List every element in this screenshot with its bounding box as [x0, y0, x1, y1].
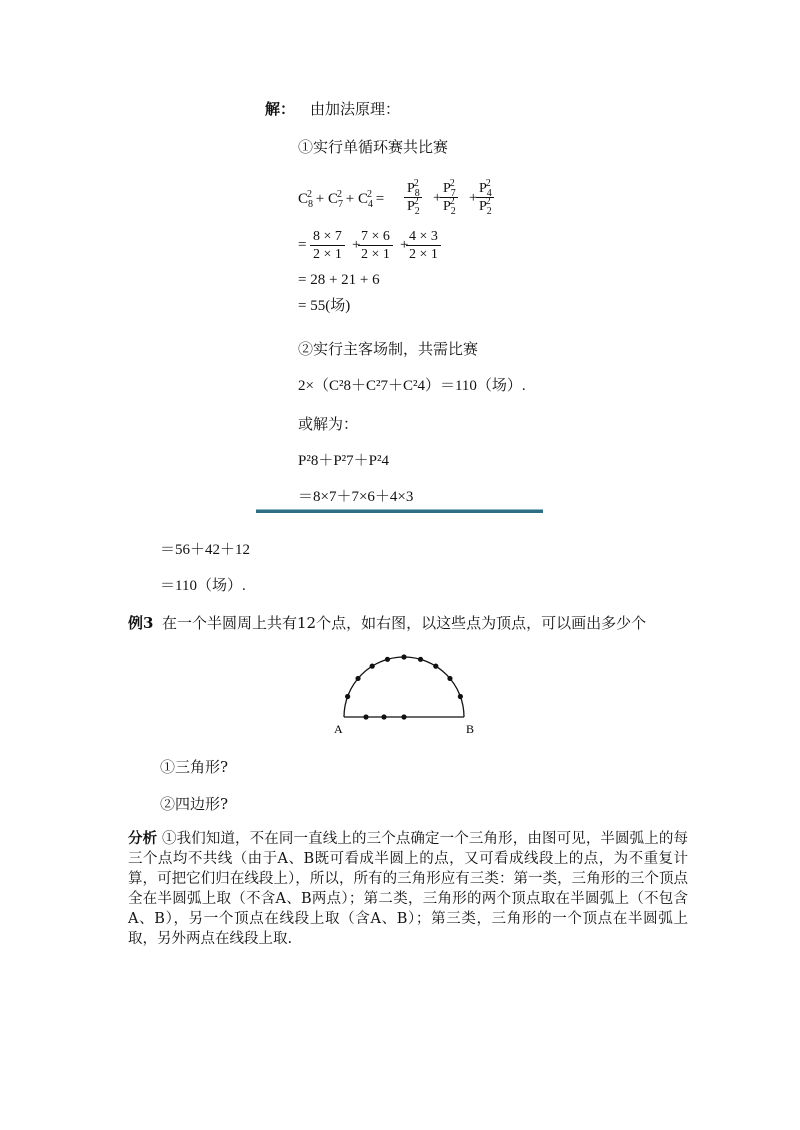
- arc-point: [401, 654, 406, 659]
- analysis-paragraph: [128, 829, 688, 949]
- example3-text: 在一个半圆周上共有12个点，如右图，以这些点为顶点，可以画出多少个: [162, 614, 647, 632]
- equals-sign: =: [298, 237, 307, 253]
- line-result: = 55(场): [298, 298, 351, 314]
- combination-sum: $C_8^2 + C_7^2 + C_4^2$ =: [298, 189, 385, 210]
- alt-label: 或解为：: [298, 415, 359, 433]
- solution-intro: 由加法原理：: [310, 100, 401, 118]
- part2-expression: 2×（C²8＋C²7＋C²4）＝110（场）.: [298, 378, 526, 394]
- arc-point: [345, 694, 350, 699]
- part2-title: ②实行主客场制，共需比赛: [298, 340, 479, 358]
- segment-point: [401, 714, 406, 719]
- semicircle-figure: [320, 645, 500, 740]
- arc-point: [355, 676, 360, 681]
- perm-fraction-2: $\frac{P_7^2}{P_2^2}$: [440, 180, 458, 215]
- example3-label: 例3: [128, 614, 154, 632]
- plus-sign: +: [400, 237, 409, 253]
- perm-fraction-1: $\frac{P_8^2}{P_2^2}$: [404, 180, 422, 215]
- arc-point: [418, 657, 423, 662]
- page-divider: [256, 509, 543, 513]
- arc-point: [458, 694, 463, 699]
- semicircle-arc: [344, 657, 464, 717]
- arc-point: [447, 676, 452, 681]
- question-1: ①三角形?: [160, 758, 229, 776]
- plus-sign: +: [352, 237, 361, 253]
- arc-point: [433, 664, 438, 669]
- perm-fraction-3: $\frac{P_4^2}{P_2^2}$: [476, 180, 494, 215]
- line-sum: = 28 + 21 + 6: [298, 272, 380, 288]
- segment-point: [381, 714, 386, 719]
- plus-sign: +: [469, 190, 478, 206]
- arc-point: [370, 664, 375, 669]
- arith-fraction-1: $\frac{8 \times 7}{2 \times 1}$: [310, 228, 345, 263]
- arith-fraction-3: $\frac{4 \times 3}{2 \times 1}$: [406, 228, 441, 263]
- part1-title: ①实行单循环赛共比赛: [298, 138, 449, 156]
- alt-line-1: ＝8×7＋7×6＋4×3: [298, 489, 414, 505]
- alt-expression: P²8＋P²7＋P²4: [298, 453, 390, 469]
- solution-label: 解：: [265, 100, 296, 118]
- analysis-label: 分析: [128, 830, 158, 847]
- alt-line-2: ＝56＋42＋12: [160, 542, 251, 558]
- point-a-label: A: [334, 722, 343, 736]
- alt-line-3: ＝110（场）.: [160, 578, 246, 594]
- arc-points: [345, 654, 463, 699]
- segment-point: [363, 714, 368, 719]
- plus-sign: +: [433, 190, 442, 206]
- analysis-text: ①我们知道，不在同一直线上的三个点确定一个三角形，由图可见，半圆弧上的每三个点均不共线（由于A、B既可看成半圆上的点，又可看成线段上的点，为不重复计算，可把它们归在线段上），所以，所有的三角形应有三类：第一类，三角形的三个顶点全在半圆弧上取（不含A、B两点）；第二类，三角形的两个顶点取在半圆弧上（不包含A、B），另一个顶点在线段上取（含A、B）；第三类，三角形的一个顶点在半圆弧上取，另外两点在线段上取.: [128, 831, 689, 947]
- question-2: ②四边形?: [160, 795, 229, 813]
- arc-point: [385, 657, 390, 662]
- arith-fraction-2: $\frac{7 \times 6}{2 \times 1}$: [358, 228, 393, 263]
- point-b-label: B: [466, 722, 475, 736]
